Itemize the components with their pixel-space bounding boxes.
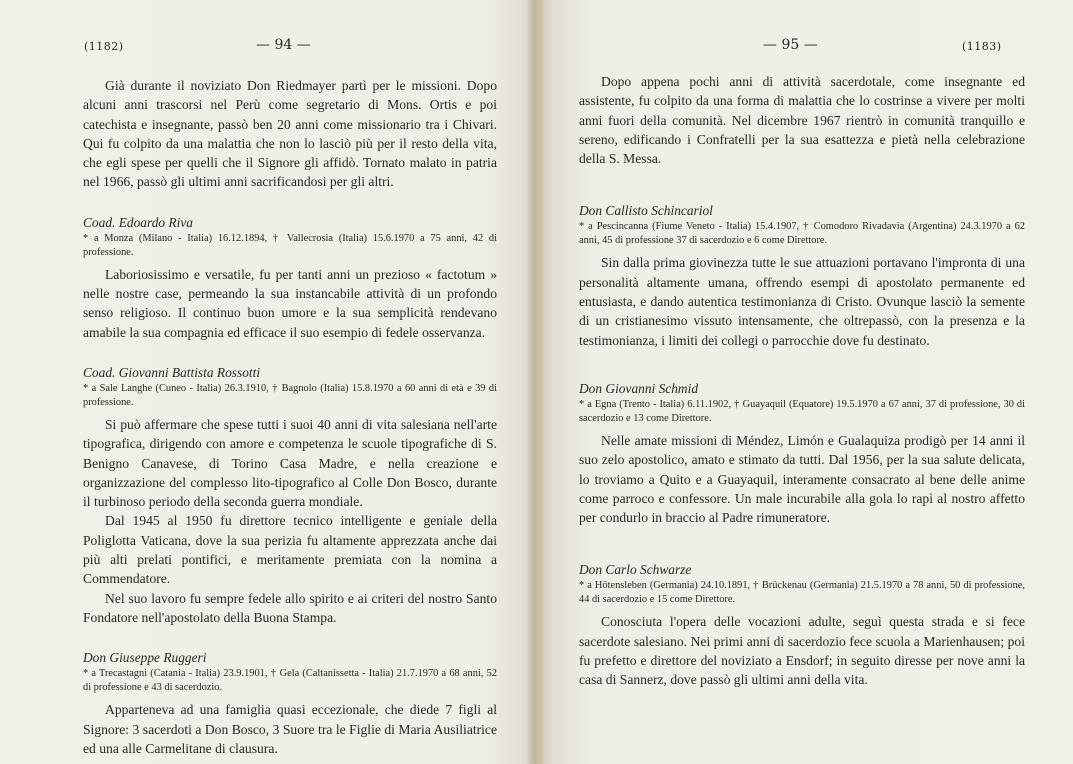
- left-column: [83, 76, 497, 758]
- left-page-number: — 94 —: [256, 37, 311, 53]
- entry-paragraph: Conosciuta l'opera delle vocazioni adulte, seguì questa strada e si fece sacerdote salesiano. Nei primi anni di sacerdozio fece scuola a Marienhausen; poi fu prefetto e direttore del noviziato a Ensdorf; in seguito diresse per nove anni la casa di Sannerz, dove passò gli ultimi anni della vita.: [579, 614, 1025, 688]
- obituary-entry: [83, 649, 497, 758]
- obituary-entry: [83, 364, 497, 627]
- obituary-entry: [83, 214, 497, 342]
- entry-paragraph: Nel suo lavoro fu sempre fedele allo spirito e ai criteri del nostro Santo Fondatore nell'apostolato della Buona Stampa.: [83, 590, 497, 625]
- entry-paragraph: Dal 1945 al 1950 fu direttore tecnico intelligente e geniale della Poliglotta Vaticana, dove la sua perizia fu altamente apprezzata anche dai più alti prelati pontifici, e meritamente premiata con la nomina a Commendatore.: [83, 513, 497, 587]
- right-intro-paragraph: Dopo appena pochi anni di attività sacerdotale, come insegnante ed assistente, fu colpito da una forma di malattia che lo costrinse a vivere per molti anni fuori della comunità. Nel dicembre 1967 rientrò in comunità tranquillo e sereno, edificando i Confratelli per la sua esattezza e pietà nella celebrazione della S. Messa.: [579, 74, 1025, 167]
- obituary-entry: [579, 380, 1025, 527]
- entry-meta: * a Monza (Milano - Italia) 16.12.1894, † Vallecrosia (Italia) 15.6.1970 a 75 anni, 42 di professione.: [83, 232, 497, 258]
- obituary-entry: [579, 202, 1025, 349]
- right-page-number: — 95 —: [763, 37, 818, 53]
- entry-paragraph: Nelle amate missioni di Méndez, Limón e Gualaquiza prodigò per 14 anni il suo zelo apostolico, amato e stimato da tutti. Dal 1956, per la sua salute delicata, lo troviamo a Quito e a Guayaquil, interamente consacrato al bene delle anime come parroco e confessore. Un male incurabile alla gola lo rapì al nostro affetto per condurlo in braccio al Padre rimuneratore.: [579, 432, 1025, 526]
- entry-name: Coad. Edoardo Riva: [83, 214, 193, 230]
- right-page: [537, 0, 1073, 764]
- entry-paragraph: Si può affermare che spese tutti i suoi 40 anni di vita salesiana nell'arte tipografica, dirigendo con amore e competenza le scuole tipografiche di S. Benigno Canavese, di Torino Casa Madre, e nella creazione e organizzazione del complesso lito-tipografico al Colle Don Bosco, durante il turbinoso periodo della seconda guerra mondiale.: [83, 416, 497, 510]
- entry-paragraph: Laboriosissimo e versatile, fu per tanti anni un prezioso « factotum » nelle nostre case, permeando la sua instancabile attività di un profondo senso religioso. Il continuo buon umore e la sua semplicità rendevano amabile la sua compagnia ed efficace il suo esempio di fedele osservanza.: [83, 266, 497, 340]
- entry-paragraph: Sin dalla prima giovinezza tutte le sue attuazioni portavano l'impronta di una personalità altamente umana, offrendo esempi di apostolato permanente ed entusiasta, e dando autentica testimonianza di Cristo. Ovunque lasciò la semente di un cristianesimo vissuto intensamente, che oltrepassò, con la presenza e la testimonianza, i limiti dei collegi o parrocchie dove fu destinato.: [579, 255, 1025, 348]
- entry-meta: * a Sale Langhe (Cuneo - Italia) 26.3.1910, † Bagnolo (Italia) 15.8.1970 a 60 anni di età e 39 di professione.: [83, 382, 497, 408]
- left-folio: (1182): [84, 40, 124, 53]
- right-column: [579, 72, 1025, 690]
- entry-name: Don Giovanni Schmid: [579, 380, 699, 396]
- book-gutter: [527, 0, 545, 764]
- entry-meta: * a Hötensleben (Germania) 24.10.1891, † Brückenau (Germania) 21.5.1970 a 78 anni, 50 di professione, 44 di sacerdozio e 15 come Direttore.: [579, 580, 1025, 606]
- entry-meta: * a Pescincanna (Fiume Veneto - Italia) 15.4.1907, † Comodoro Rivadavia (Argentina) 24.3.1970 a 62 anni, 45 di professione 37 di sacerdozio e 6 come Direttore.: [579, 221, 1025, 247]
- entry-name: Don Giuseppe Ruggeri: [83, 650, 207, 666]
- entry-name: Coad. Giovanni Battista Rossotti: [83, 364, 261, 380]
- right-folio: (1183): [962, 40, 1002, 53]
- entry-meta: * a Trecastagni (Catania - Italia) 23.9.1901, † Gela (Caltanissetta - Italia) 21.7.1970 a 68 anni, 52 di professione e 43 di sacerdozio.: [83, 668, 497, 694]
- entry-paragraph: Apparteneva ad una famiglia quasi eccezionale, che diede 7 figli al Signore: 3 sacerdoti a Don Bosco, 3 Suore tra le Figlie di Maria Ausiliatrice ed una alle Carmelitane di clausura.: [83, 702, 497, 756]
- entry-name: Don Callisto Schincariol: [579, 203, 713, 219]
- entry-meta: * a Egna (Trento - Italia) 6.11.1902, † Guayaquil (Equatore) 19.5.1970 a 67 anni, 37 di professione, 30 di sacerdozio e 13 come Direttore.: [579, 398, 1025, 424]
- obituary-entry: [579, 561, 1025, 689]
- left-intro-paragraph: Già durante il noviziato Don Riedmayer partì per le missioni. Dopo alcuni anni trascorsi nel Perù come segretario di Mons. Ortis e poi catechista e insegnante, passò ben 20 anni come missionario tra i Chivari. Qui fu colpito da una malattia che non lo lasciò più per il resto della vita, che egli spese per quelli che il Signore gli affidò. Tornato malato in patria nel 1966, passò gli ultimi anni sacrificandosi per gli altri.: [83, 78, 497, 190]
- entry-name: Don Carlo Schwarze: [579, 562, 692, 578]
